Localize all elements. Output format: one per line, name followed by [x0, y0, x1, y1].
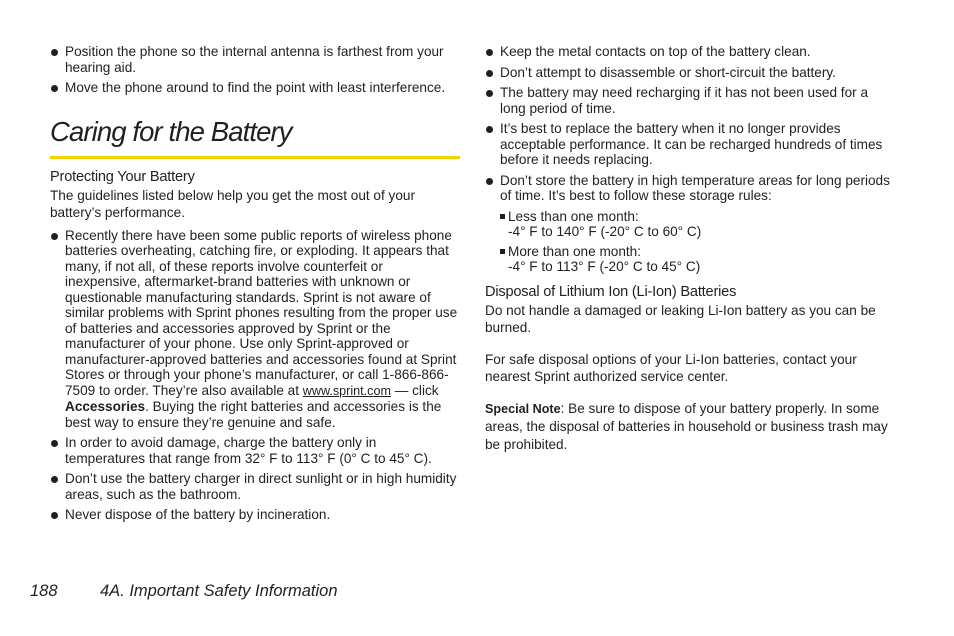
protecting-bullet-list	[50, 228, 460, 523]
list-item: In order to avoid damage, charge the battery only in temperatures that range from 32° F to 113° F (0° C to 45° C).	[50, 435, 460, 466]
special-note-label: Special Note	[485, 401, 561, 416]
list-item: Don’t attempt to disassemble or short-circuit the battery.	[485, 65, 893, 81]
storage-rule-item	[485, 209, 893, 240]
list-item: It’s best to replace the battery when it no longer provides acceptable performance. It can be recharged hundreds of times before it needs replacing.	[485, 121, 893, 168]
list-item: Never dispose of the battery by incineration.	[50, 507, 460, 523]
page-footer	[30, 582, 338, 601]
list-item: Keep the metal contacts on top of the battery clean.	[485, 44, 893, 60]
list-item: Move the phone around to find the point with least interference.	[50, 80, 460, 96]
special-note	[485, 400, 893, 454]
list-item: Position the phone so the internal antenna is farthest from your hearing aid.	[50, 44, 460, 75]
bullet-text: Recently there have been some public reports of wireless phone batteries overheating, catching fire, or exploding. It appears that many, if not all, of these reports involve counterfeit or inexpensive, aftermarket-brand batteries with unknown or questionable manufacturing standards. Sprint is not aware of similar problems with Sprint phones resulting from the proper use of batteries and accessories approved by Sprint or the manufacturer of your phone. Use only Sprint-approved or manufacturer-approved batteries and accessories found at Sprint Stores or through your phone’s manufacturer, or call 1-866-866-7509 to order. They’re also available at	[65, 227, 458, 398]
right-column	[485, 44, 893, 459]
intro-bullet-list	[50, 44, 460, 96]
bullet-text: . Buying the right batteries and accessories is the best way to ensure they’re genuine and safe.	[65, 399, 442, 430]
storage-rule-range: -4° F to 113° F (-20° C to 45° C)	[508, 259, 701, 274]
storage-rule-label: More than one month:	[508, 243, 641, 259]
disposal-paragraph: Do not handle a damaged or leaking Li-Ion battery as you can be burned.	[485, 302, 876, 335]
chapter-title: 4A. Important Safety Information	[100, 582, 338, 600]
left-column	[50, 44, 460, 528]
disposal-paragraph: For safe disposal options of your Li-Ion batteries, contact your nearest Sprint authorized service center.	[485, 351, 857, 384]
list-item	[50, 228, 460, 431]
section-title: Caring for the Battery	[50, 116, 460, 159]
care-bullet-list	[485, 44, 893, 204]
accessories-label: Accessories	[65, 399, 146, 414]
list-item: Don’t store the battery in high temperature areas for long periods of time. It’s best to follow these storage rules:	[485, 173, 893, 204]
protecting-battery-heading: Protecting Your Battery	[50, 168, 195, 185]
disposal-heading: Disposal of Lithium Ion (Li-Ion) Batteries	[485, 283, 737, 300]
page-number: 188	[30, 582, 58, 600]
list-item: Don’t use the battery charger in direct sunlight or in high humidity areas, such as the bathroom.	[50, 471, 460, 502]
storage-rule-range: -4° F to 140° F (-20° C to 60° C)	[508, 224, 702, 239]
special-note-text: : Be sure to dispose of your battery properly. In some areas, the disposal of batteries in household or business trash may be prohibited.	[485, 400, 888, 452]
storage-rules-list	[485, 209, 893, 275]
sprint-website-link[interactable]: www.sprint.com	[302, 383, 391, 398]
storage-rule-label: Less than one month:	[508, 208, 639, 224]
protecting-intro: The guidelines listed below help you get the most out of your battery’s performance.	[50, 187, 415, 220]
storage-rule-item	[485, 244, 893, 275]
list-item: The battery may need recharging if it has not been used for a long period of time.	[485, 85, 893, 116]
bullet-text: — click	[390, 382, 439, 398]
